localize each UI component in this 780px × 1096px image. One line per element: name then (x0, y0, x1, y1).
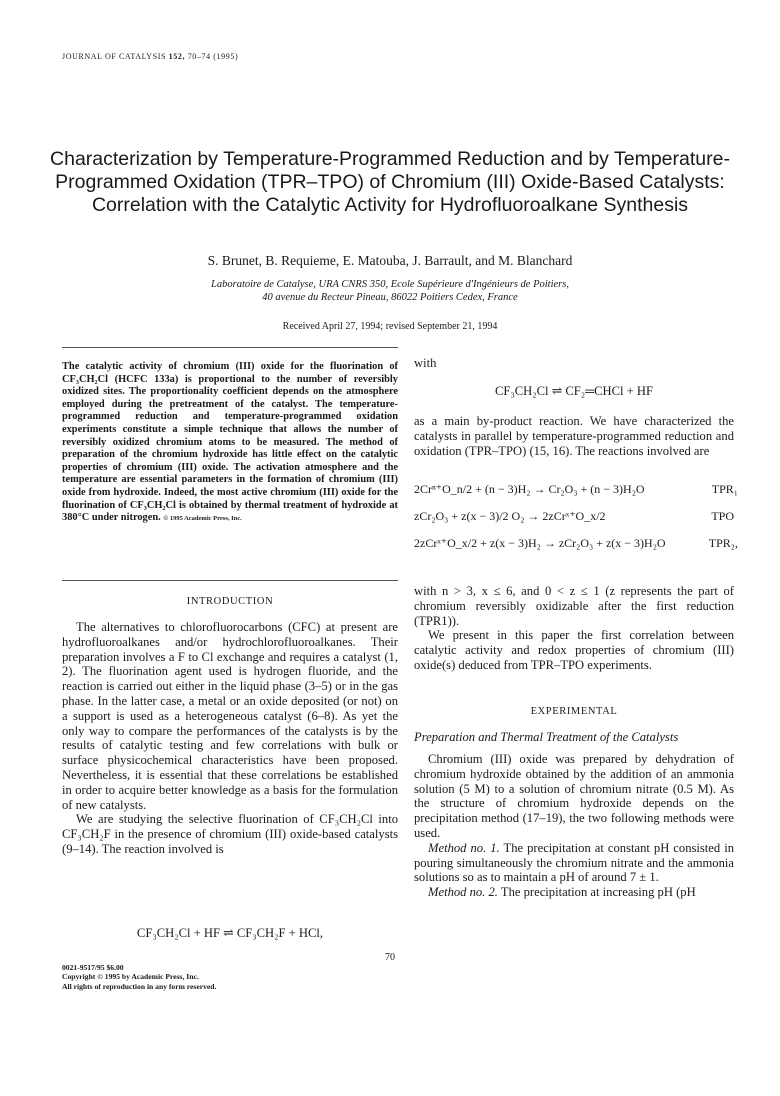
footer-copyright: Copyright © 1995 by Academic Press, Inc. (62, 972, 199, 982)
experimental-paragraph-1: Chromium (III) oxide was prepared by dehydration of chromium hydroxide obtained by the addition of an ammonia solution (5 M) to a solution of chromium nitrate (0.5 M). As the structure of chromium hydroxide depends on the precipitation method (17–19), the two following methods were used. (414, 752, 734, 840)
abstract-text: The catalytic activity of chromium (III) oxide for the fluorination of CF₃CH₂Cl (HCFC 133a) is proportional to the number of reversibly oxidized sites. The proportionality coefficient depends on the atmosphere employed during the pretreatment of the catalyst. The temperature-programmed reduction and temperature-programmed oxidation experiments constitute a simple technique that allows the number of reversibly oxidized chromium atoms to be measured. The method of preparation of the chromium hydroxide has little effect on the catalytic properties of chromium (III) oxide. The activation atmosphere and the temperature are essential parameters in the formation of chromium (III) oxide from hydroxide. Indeed, the most active chromium (III) oxide for the fluorination of CF₃CH₂Cl is obtained by thermal treatment of hydroxide at 380°C under nitrogen. (62, 361, 398, 524)
right-paragraph-1: as a main by-product reaction. We have characterized the catalysts in parallel by temperature-programmed reduction and oxidation (TPR–TPO) (15, 16). The reactions involved are (414, 414, 734, 458)
authors: S. Brunet, B. Requieme, E. Matouba, J. Barrault, and M. Blanchard (207, 253, 573, 268)
journal-pages: 70–74 (1995) (187, 52, 239, 61)
intro-paragraph-1: The alternatives to chlorofluorocarbons (CFC) at present are hydrofluoroalkanes and/or hydrochlorofluoroalkanes. Their preparation involves a F to Cl exchange and requires a catalyst (1, 2). The fluorination agent used is hydrogen fluoride, and the reaction is carried out either in the liquid phase (3–5) or in the gas phase. In the latter case, a metal or an oxide deposited (or not) on a support is used as a heterogeneous catalyst (6–8). As yet the only way to compare the performances of the catalysts is by the results of catalytic testing and few correlations with bulk or surface physicochemical characteristics have been proposed. Nevertheless, it is essential that these correlations be established in order to acquire better knowledge as a basis for the formulation of new catalysts. (62, 620, 398, 812)
abstract-copyright: © 1995 Academic Press, Inc. (163, 515, 242, 523)
main-reaction-equation: CF₃CH₂Cl + HF ⇌ CF₃CH₂F + HCl, (136, 926, 324, 940)
affiliation (40, 278, 740, 304)
experimental-subheading: Preparation and Thermal Treatment of the Catalysts (414, 730, 679, 744)
experimental-heading: EXPERIMENTAL (530, 706, 618, 717)
page-number: 70 (385, 952, 395, 963)
journal-header (62, 52, 238, 61)
copyright-footer (62, 963, 216, 991)
abstract-top-rule (62, 347, 398, 348)
right-with: with (414, 356, 437, 370)
reaction-tpr1-equation: 2Crⁿ⁺O_n/2 + (n − 3)H₂ → Cr₂O₃ + (n − 3)H₂O (414, 482, 645, 496)
footer-issn: 0021-9517/95 $6.00 (62, 963, 124, 972)
method-2-paragraph (414, 885, 734, 900)
experimental-body (414, 752, 734, 900)
method-1-text: The precipitation at constant pH consisted in pouring simultaneously the chromium nitrate and the ammonia solutions so as to maintain a pH of around 7 ± 1. (414, 840, 734, 885)
method-1-label: Method no. 1. (428, 840, 500, 855)
reaction-tpr2-equation: 2zCrˣ⁺O_x/2 + z(x − 3)H₂ → zCr₂O₃ + z(x − 3)H₂O (414, 536, 666, 550)
introduction-heading: INTRODUCTION (186, 596, 274, 607)
journal-volume: 152, (168, 52, 186, 61)
right-paragraph-2: with n > 3, x ≤ 6, and 0 < z ≤ 1 (z represents the part of chromium reversibly oxidizable after the first reduction (TPR1)). (414, 584, 734, 628)
affiliation-line-1: Laboratoire de Catalyse, URA CNRS 350, Ecole Supérieure d'Ingénieurs de Poitiers, (211, 279, 569, 290)
journal-name: JOURNAL OF CATALYSIS (62, 52, 167, 61)
side-reaction-equation: CF₃CH₂Cl ⇌ CF₂═CHCl + HF (494, 384, 654, 398)
method-2-text: The precipitation at increasing pH (pH (500, 885, 696, 900)
right-paragraph-3: We present in this paper the first correlation between catalytic activity and redox properties of chromium (III) oxide(s) deduced from TPR–TPO experiments. (414, 628, 734, 672)
abstract-bottom-rule (62, 580, 398, 581)
right-paragraphs (414, 584, 734, 673)
introduction-body (62, 620, 398, 857)
reaction-tpr1-label: TPR₁ (711, 482, 738, 496)
paper-title: Characterization by Temperature-Programmed Reduction and by Temperature-Programmed Oxidation (TPR–TPO) of Chromium (III) Oxide-Based Catalysts: Correlation with the Catalytic Activity for Hydrofluoroalkane Synthesis (50, 148, 730, 216)
redox-reactions (414, 482, 738, 562)
intro-paragraph-2: We are studying the selective fluorination of CF₃CH₂Cl into CF₃CH₂F in the presence of chromium (III) oxide-based catalysts (9–14). The reaction involved is (62, 812, 398, 856)
method-2-label: Method no. 2. (428, 885, 498, 900)
reaction-tpo-label: TPO (711, 509, 734, 523)
affiliation-line-2: 40 avenue du Recteur Pineau, 86022 Poitiers Cedex, France (262, 292, 518, 303)
method-1-paragraph (414, 841, 734, 885)
reaction-tpr2-label: TPR₂, (708, 536, 738, 550)
received-dates: Received April 27, 1994; revised September 21, 1994 (282, 321, 498, 332)
abstract (62, 361, 398, 526)
footer-rights: All rights of reproduction in any form reserved. (62, 981, 217, 991)
reaction-tpo-equation: zCr₂O₃ + z(x − 3)/2 O₂ → 2zCrˣ⁺O_x/2 (414, 509, 606, 523)
